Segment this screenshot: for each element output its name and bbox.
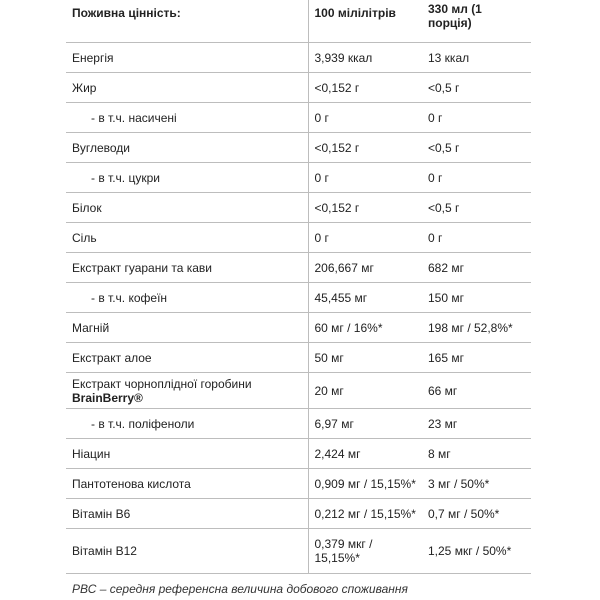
value-per-100ml: 0,379 мкг / 15,15%* <box>308 529 422 574</box>
value-per-100ml: 0,212 мг / 15,15%* <box>308 499 422 529</box>
value-per-serving: 150 мг <box>422 283 531 313</box>
value-per-100ml: 20 мг <box>308 373 422 409</box>
table-row <box>66 283 531 313</box>
nutrient-name <box>66 529 308 574</box>
value-per-serving: 66 мг <box>422 373 531 409</box>
nutrient-name <box>66 163 308 193</box>
value-per-100ml: 2,424 мг <box>308 439 422 469</box>
table-row <box>66 103 531 133</box>
nutrient-name <box>66 439 308 469</box>
nutrient-name <box>66 73 308 103</box>
value-per-serving: 3 мг / 50%* <box>422 469 531 499</box>
value-per-serving: <0,5 г <box>422 193 531 223</box>
nutrient-name <box>66 283 308 313</box>
header-nutrient: Поживна цінність: <box>66 0 308 43</box>
header-per-100ml: 100 мілілітрів <box>308 0 422 43</box>
table-row <box>66 439 531 469</box>
nutrient-name <box>66 313 308 343</box>
table-row <box>66 163 531 193</box>
nutrient-label: - в т.ч. цукри <box>91 170 160 185</box>
value-per-serving: 8 мг <box>422 439 531 469</box>
nutrient-name <box>66 253 308 283</box>
value-per-100ml: 0,909 мг / 15,15%* <box>308 469 422 499</box>
value-per-100ml: <0,152 г <box>308 73 422 103</box>
table-row <box>66 253 531 283</box>
table-row <box>66 133 531 163</box>
value-per-serving: 1,25 мкг / 50%* <box>422 529 531 574</box>
table-header-row <box>66 0 531 43</box>
nutrient-name <box>66 469 308 499</box>
value-per-100ml: <0,152 г <box>308 133 422 163</box>
nutrient-label: Енергія <box>72 50 114 65</box>
table-row <box>66 223 531 253</box>
value-per-100ml: 0 г <box>308 103 422 133</box>
nutrient-label: Магній <box>72 320 110 335</box>
nutrient-label: Вітамін B12 <box>72 544 137 558</box>
value-per-100ml: 50 мг <box>308 343 422 373</box>
table-row <box>66 73 531 103</box>
value-per-100ml: 206,667 мг <box>308 253 422 283</box>
nutrition-table <box>66 0 531 574</box>
nutrient-label: Сіль <box>72 230 97 245</box>
value-per-serving: 13 ккал <box>422 43 531 73</box>
nutrient-label: Екстракт гуарани та кави <box>72 260 213 275</box>
value-per-serving: 682 мг <box>422 253 531 283</box>
value-per-100ml: 6,97 мг <box>308 409 422 439</box>
nutrient-label: Вітамін B6 <box>72 506 131 521</box>
value-per-serving: 0 г <box>422 163 531 193</box>
value-per-serving: 165 мг <box>422 343 531 373</box>
header-per-serving: 330 мл (1 порція) <box>422 0 531 43</box>
value-per-serving: 0 г <box>422 103 531 133</box>
value-per-serving: 0 г <box>422 223 531 253</box>
value-per-100ml: 60 мг / 16%* <box>308 313 422 343</box>
table-row <box>66 499 531 529</box>
value-per-serving: <0,5 г <box>422 133 531 163</box>
table-row <box>66 193 531 223</box>
table-row <box>66 313 531 343</box>
nutrient-label: Вуглеводи <box>72 140 131 155</box>
nutrient-name <box>66 409 308 439</box>
nutrient-label: Екстракт чорноплідної горобини <box>72 376 252 391</box>
nutrient-name <box>66 133 308 163</box>
value-per-100ml: 0 г <box>308 223 422 253</box>
table-row <box>66 409 531 439</box>
value-per-100ml: 0 г <box>308 163 422 193</box>
table-body <box>66 43 531 574</box>
table-row <box>66 343 531 373</box>
nutrient-label: Пантотенова кислота <box>72 476 191 491</box>
nutrient-name <box>66 193 308 223</box>
value-per-100ml: <0,152 г <box>308 193 422 223</box>
nutrient-label: Ніацин <box>72 446 111 461</box>
footnote: РВС – середня референсна величина добового споживання <box>72 582 408 596</box>
table-row <box>66 469 531 499</box>
nutrient-name <box>66 223 308 253</box>
table-row <box>66 529 531 574</box>
nutrient-label: - в т.ч. кофеїн <box>91 290 168 305</box>
value-per-serving: 23 мг <box>422 409 531 439</box>
value-per-100ml: 3,939 ккал <box>308 43 422 73</box>
nutrient-name <box>66 373 308 409</box>
value-per-serving: <0,5 г <box>422 73 531 103</box>
value-per-100ml: 45,455 мг <box>308 283 422 313</box>
value-per-serving: 198 мг / 52,8%* <box>422 313 531 343</box>
nutrient-label: - в т.ч. поліфеноли <box>91 416 195 431</box>
table-row <box>66 43 531 73</box>
nutrient-label: Екстракт алое <box>72 350 152 365</box>
nutrient-name <box>66 43 308 73</box>
nutrient-label: Жир <box>72 80 97 95</box>
value-per-serving: 0,7 мг / 50%* <box>422 499 531 529</box>
nutrient-name <box>66 343 308 373</box>
nutrient-name <box>66 499 308 529</box>
table-row <box>66 373 531 409</box>
nutrient-label: - в т.ч. насичені <box>91 110 177 125</box>
brand-name: BrainBerry® <box>72 390 143 405</box>
nutrient-label: Білок <box>72 200 102 215</box>
nutrient-name <box>66 103 308 133</box>
